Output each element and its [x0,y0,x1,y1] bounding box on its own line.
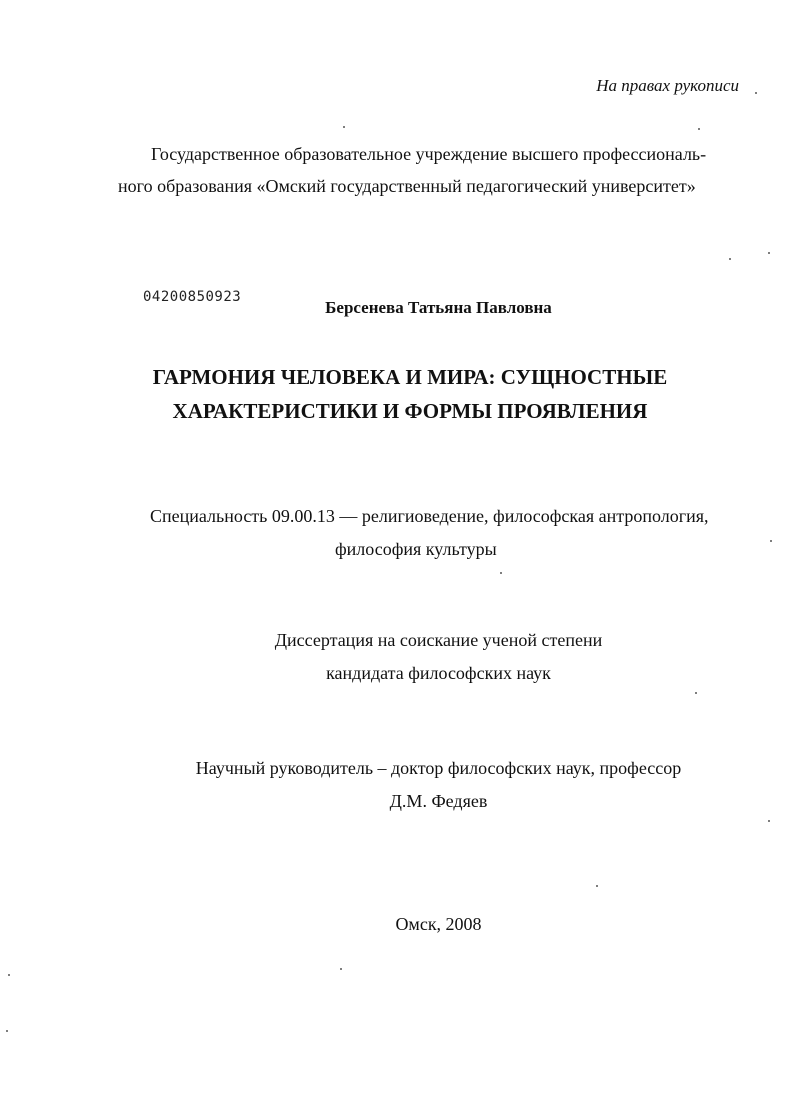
institution-line-1: Государственное образовательное учреждение высшего профессиональ- [151,144,707,164]
dissertation-title [0,360,795,428]
degree-line-1: Диссертация на соискание ученой степени [274,630,603,650]
scan-speck [6,1030,8,1032]
scan-speck [770,540,772,542]
scan-speck [340,968,342,970]
scan-speck [729,258,731,260]
advisor-line-2: Д.М. Федяев [389,791,488,811]
institution-name [118,138,738,202]
scientific-advisor [0,752,795,818]
degree-line-2: кандидата философских наук [326,663,551,683]
title-line-1: ГАРМОНИЯ ЧЕЛОВЕКА И МИРА: СУЩНОСТНЫЕ [152,365,668,389]
scan-speck [343,126,345,128]
specialty-line-1: Специальность 09.00.13 — религиоведение, философская антропология, [150,506,709,526]
scan-speck [698,128,700,130]
library-stamp-number: 04200850923 [143,289,242,305]
institution-line-2: ного образования «Омский государственный педагогический университет» [118,176,696,196]
manuscript-note: На правах рукописи [596,76,739,95]
advisor-line-1: Научный руководитель – доктор философских наук, профессор [195,758,682,778]
specialty [150,500,709,566]
scan-speck [596,885,598,887]
scan-speck [768,252,770,254]
place-and-year: Омск, 2008 [395,914,482,934]
degree-statement [0,624,795,690]
scan-speck [500,572,502,574]
scan-speck [768,820,770,822]
specialty-line-2: философия культуры [335,539,497,559]
author-name: Берсенева Татьяна Павловна [325,298,552,317]
scan-speck [695,692,697,694]
title-line-2: ХАРАКТЕРИСТИКИ И ФОРМЫ ПРОЯВЛЕНИЯ [172,399,648,423]
scan-speck [8,974,10,976]
scan-speck [755,92,757,94]
